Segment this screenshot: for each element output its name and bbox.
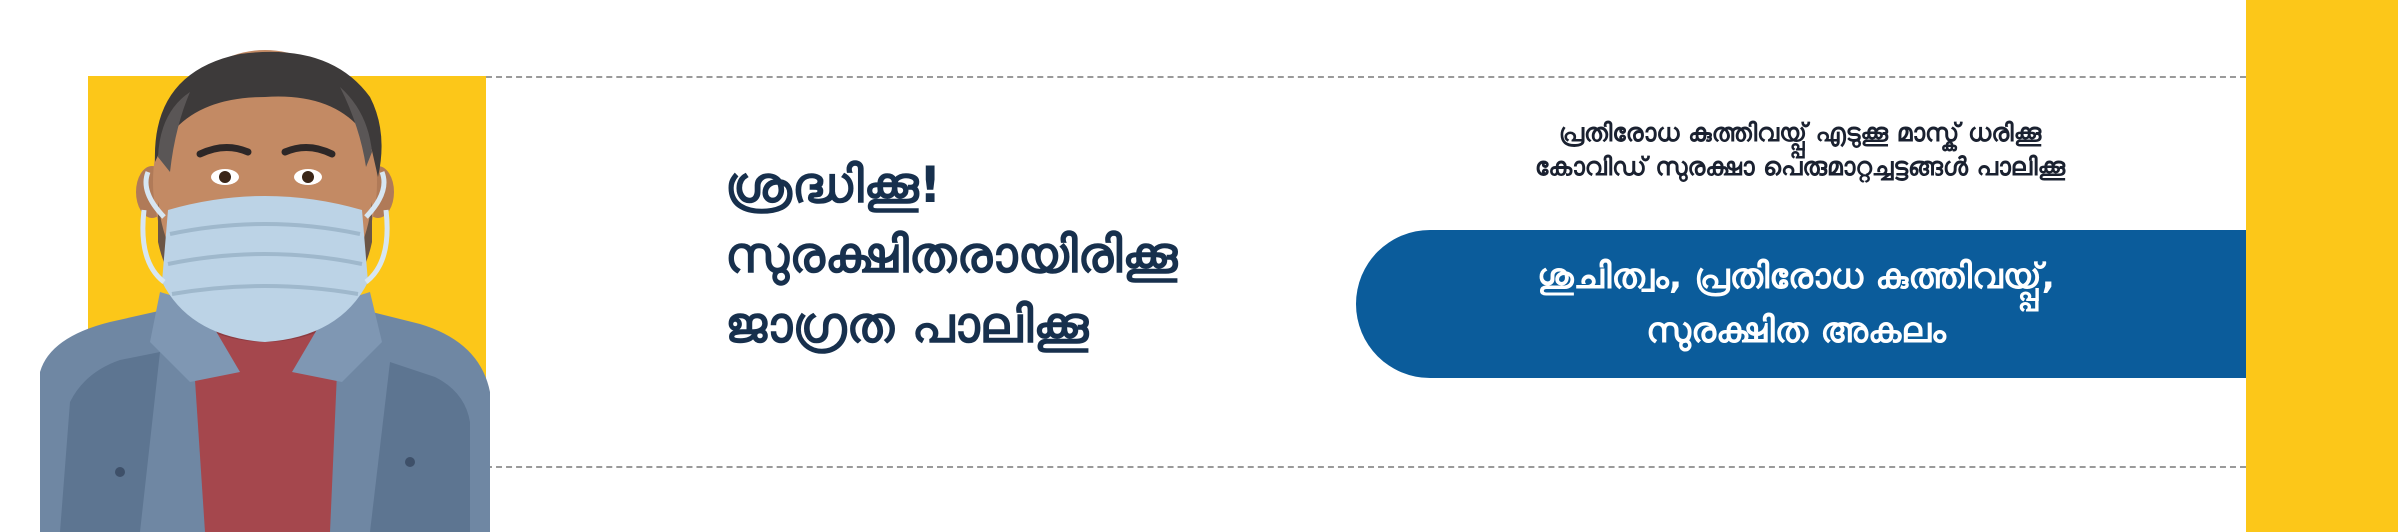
headline xyxy=(725,150,1345,360)
safety-instructions xyxy=(1440,116,2160,184)
top-dashed-divider xyxy=(486,76,2246,78)
instruction-line-protocols: കോവിഡ് സുരക്ഷാ പെരുമാറ്റച്ചട്ടങ്ങൾ പാലിക്കൂ xyxy=(1534,152,2066,181)
pill-line-safe-distance: സുരക്ഷിത അകലം xyxy=(1646,311,1946,351)
instruction-line-vaccine-mask: പ്രതിരോധ കുത്തിവയ്പ്പ് എടുക്കൂ മാസ്ക് ധരിക്കൂ xyxy=(1558,118,2042,147)
right-yellow-strip xyxy=(2246,0,2398,532)
bottom-dashed-divider xyxy=(486,466,2246,468)
masked-man-illustration xyxy=(40,42,490,532)
headline-line-be-vigilant: ജാഗ്രത പാലിക്കൂ xyxy=(725,296,1089,354)
key-message-pill xyxy=(1356,230,2246,378)
pill-line-hygiene-vaccine: ശുചിത്വം, പ്രതിരോധ കുത്തിവയ്പ്പ്, xyxy=(1537,257,2055,297)
headline-line-stay-safe: സുരക്ഷിതരായിരിക്കൂ xyxy=(725,226,1178,284)
headline-line-attention: ശ്രദ്ധിക്കൂ! xyxy=(725,156,942,214)
